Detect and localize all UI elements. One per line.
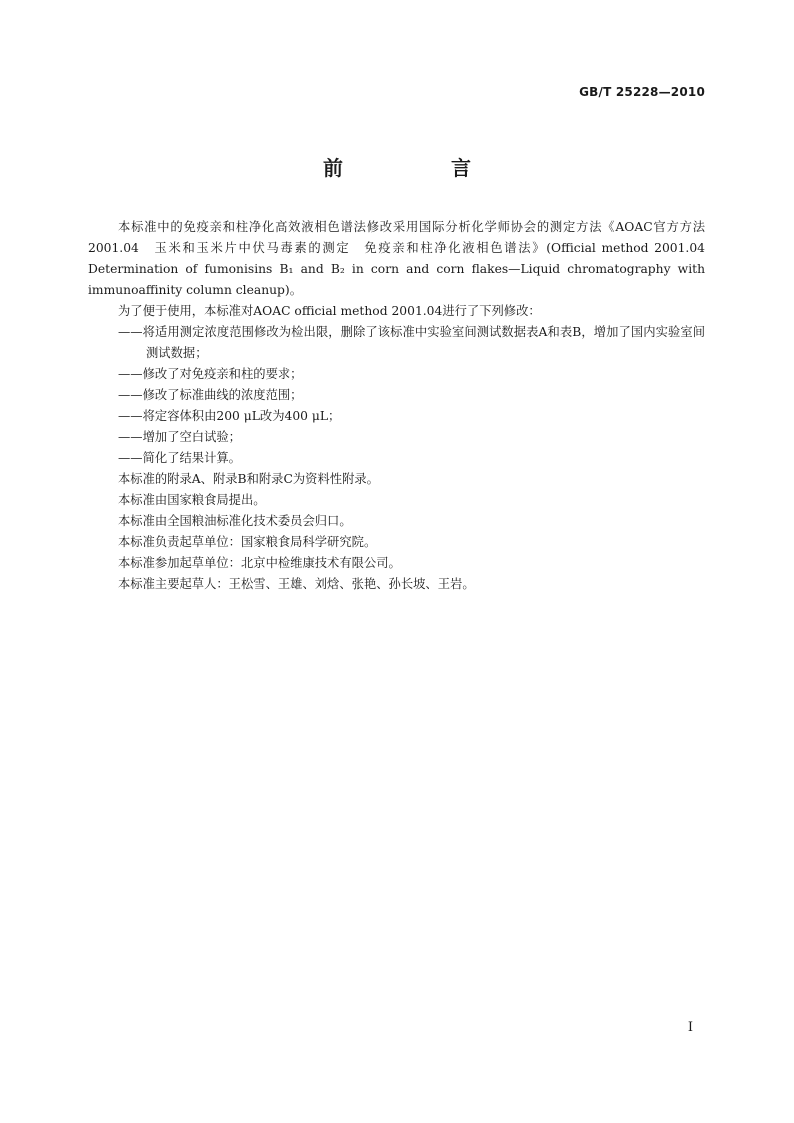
participating-drafter-statement: 本标准参加起草单位：北京中检维康技术有限公司。 <box>118 556 401 570</box>
modification-item: ——增加了空白试验； <box>118 430 241 444</box>
modification-item: ——将适用测定浓度范围修改为检出限，删除了该标准中实验室间测试数据表A和表B，增加了国内实验室间测试数据； <box>118 325 705 360</box>
modification-item: ——将定容体积由200 μL改为400 μL； <box>118 409 341 423</box>
page-number: I <box>687 1020 693 1035</box>
centralized-statement: 本标准由全国粮油标准化技术委员会归口。 <box>118 514 352 528</box>
page-title: 前 言 <box>323 156 515 180</box>
modification-intro: 为了便于使用，本标准对AOAC official method 2001.04进行了下列修改： <box>118 304 541 318</box>
modification-item: ——修改了对免疫亲和柱的要求； <box>118 367 303 381</box>
main-drafters-statement: 本标准主要起草人：王松雪、王雄、刘焓、张艳、孙长坡、王岩。 <box>118 577 475 591</box>
responsible-drafter-statement: 本标准负责起草单位：国家粮食局科学研究院。 <box>118 535 377 549</box>
foreword-body <box>88 217 705 595</box>
modification-item: ——修改了标准曲线的浓度范围； <box>118 388 303 402</box>
modification-item: ——简化了结果计算。 <box>118 451 241 465</box>
appendix-statement: 本标准的附录A、附录B和附录C为资料性附录。 <box>118 472 379 486</box>
standard-code: GB/T 25228—2010 <box>579 85 705 99</box>
proposer-statement: 本标准由国家粮食局提出。 <box>118 493 266 507</box>
adoption-paragraph: 本标准中的免疫亲和柱净化高效液相色谱法修改采用国际分析化学师协会的测定方法《AOAC官方方法2001.04 玉米和玉米片中伏马毒素的测定 免疫亲和柱净化液相色谱法》(Official method 2001.04 Determination of fumonisins B₁ and B₂ in corn and corn flakes—Liquid chromatography with immunoaffinity column cleanup)。 <box>88 220 705 297</box>
